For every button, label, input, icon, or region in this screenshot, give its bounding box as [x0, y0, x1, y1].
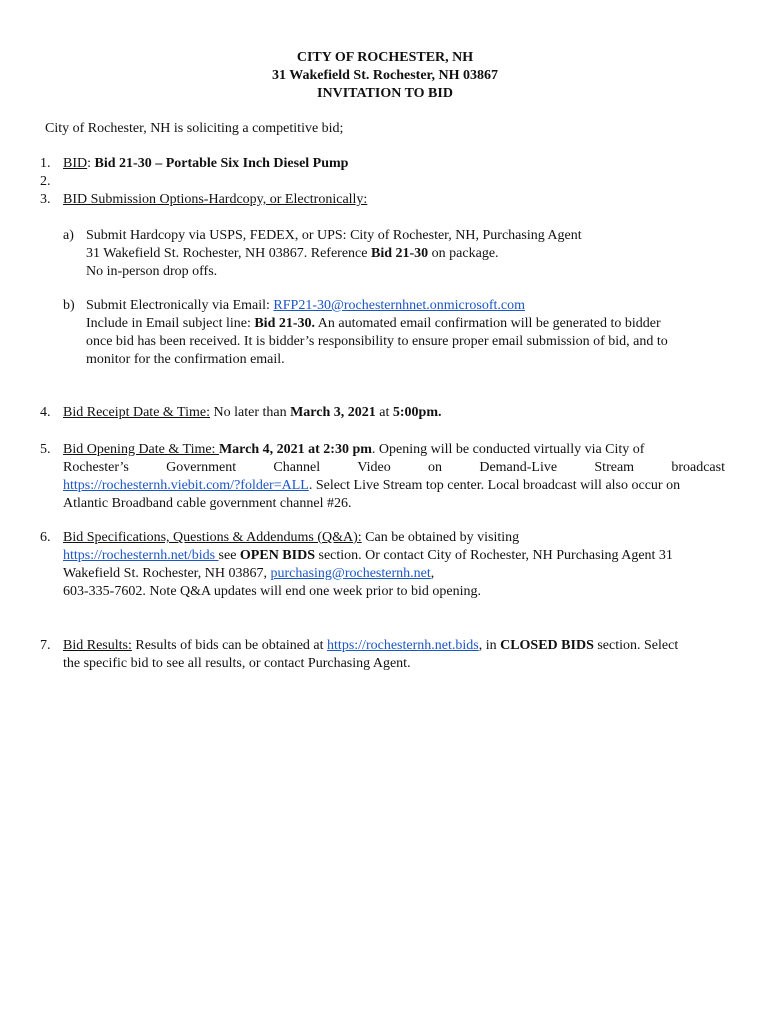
- item-number: 3.: [40, 192, 51, 207]
- header-address: 31 Wakefield St. Rochester, NH 03867: [272, 68, 498, 83]
- rfp-email-link[interactable]: RFP21-30@rochesternhnet.onmicrosoft.com: [273, 298, 526, 313]
- bid-label: BID: [63, 156, 88, 171]
- intro-text: City of Rochester, NH is soliciting a competitive bid;: [45, 121, 344, 136]
- bids-page-link[interactable]: https://rochesternh.net/bids: [63, 548, 219, 563]
- hardcopy-instructions: Submit Hardcopy via USPS, FEDEX, or UPS: City of Rochester, NH, Purchasing Agent 31 Wakefield St. Rochester, NH 03867. Reference Bid 21-30 on package. No in-person drop offs.: [86, 228, 582, 279]
- sub-item-marker: b): [63, 298, 75, 313]
- bid-receipt-date: Bid Receipt Date & Time: No later than March 3, 2021 at 5:00pm.: [63, 405, 442, 420]
- broadcast-line: Rochester’s Government Channel Video on Demand-Live Stream broadcast: [63, 460, 725, 475]
- item-number: 7.: [40, 638, 51, 653]
- bid-opening-date: Bid Opening Date & Time: March 4, 2021 at 2:30 pm. Opening will be conducted virtually via City of Rochester’s Government Channel Video on Demand-Live Stream broadcast https://rochesternh.viebit.com/?folder=ALL. Select Live Stream top center. Local broadcast will also occur on Atlantic Broadband cable government channel #26.: [63, 442, 725, 511]
- submission-options-heading: BID Submission Options-Hardcopy, or Electronically:: [63, 192, 368, 207]
- purchasing-email-link[interactable]: purchasing@rochesternh.net: [270, 566, 431, 581]
- item-number: 2.: [40, 174, 51, 189]
- viebit-link[interactable]: https://rochesternh.viebit.com/?folder=ALL: [63, 478, 309, 493]
- bid-title: Bid 21-30 – Portable Six Inch Diesel Pump: [94, 156, 349, 171]
- item-number: 5.: [40, 442, 51, 457]
- bid-results: Bid Results: Results of bids can be obtained at https://rochesternh.net.bids, in CLOSED BIDS section. Select the specific bid to see all results, or contact Purchasing Agent.: [63, 638, 679, 671]
- item-bid: BID: Bid 21-30 – Portable Six Inch Diesel Pump: [63, 156, 349, 171]
- bid-specifications: Bid Specifications, Questions & Addendums (Q&A): Can be obtained by visiting https://rochesternh.net/bids see OPEN BIDS section. Or contact City of Rochester, NH Purchasing Agent 31 Wakefield St. Rochester, NH 03867, purchasing@rochesternh.net, 603-335-7602. Note Q&A updates will end one week prior to bid opening.: [63, 530, 673, 599]
- document-header: [0, 49, 770, 103]
- header-city: CITY OF ROCHESTER, NH: [296, 50, 474, 65]
- electronic-instructions: Submit Electronically via Email: RFP21-30@rochesternhnet.onmicrosoft.com Include in Email subject line: Bid 21-30. An automated email confirmation will be generated to bidder once bid has been received. It is bidder’s responsibility to ensure proper email submission of bid, and to monitor for the confirmation email.: [86, 298, 668, 367]
- sub-item-marker: a): [63, 228, 74, 243]
- item-number: 1.: [40, 156, 51, 171]
- header-title: INVITATION TO BID: [317, 86, 453, 101]
- results-link[interactable]: https://rochesternh.net.bids: [327, 638, 479, 653]
- item-number: 6.: [40, 530, 51, 545]
- item-number: 4.: [40, 405, 51, 420]
